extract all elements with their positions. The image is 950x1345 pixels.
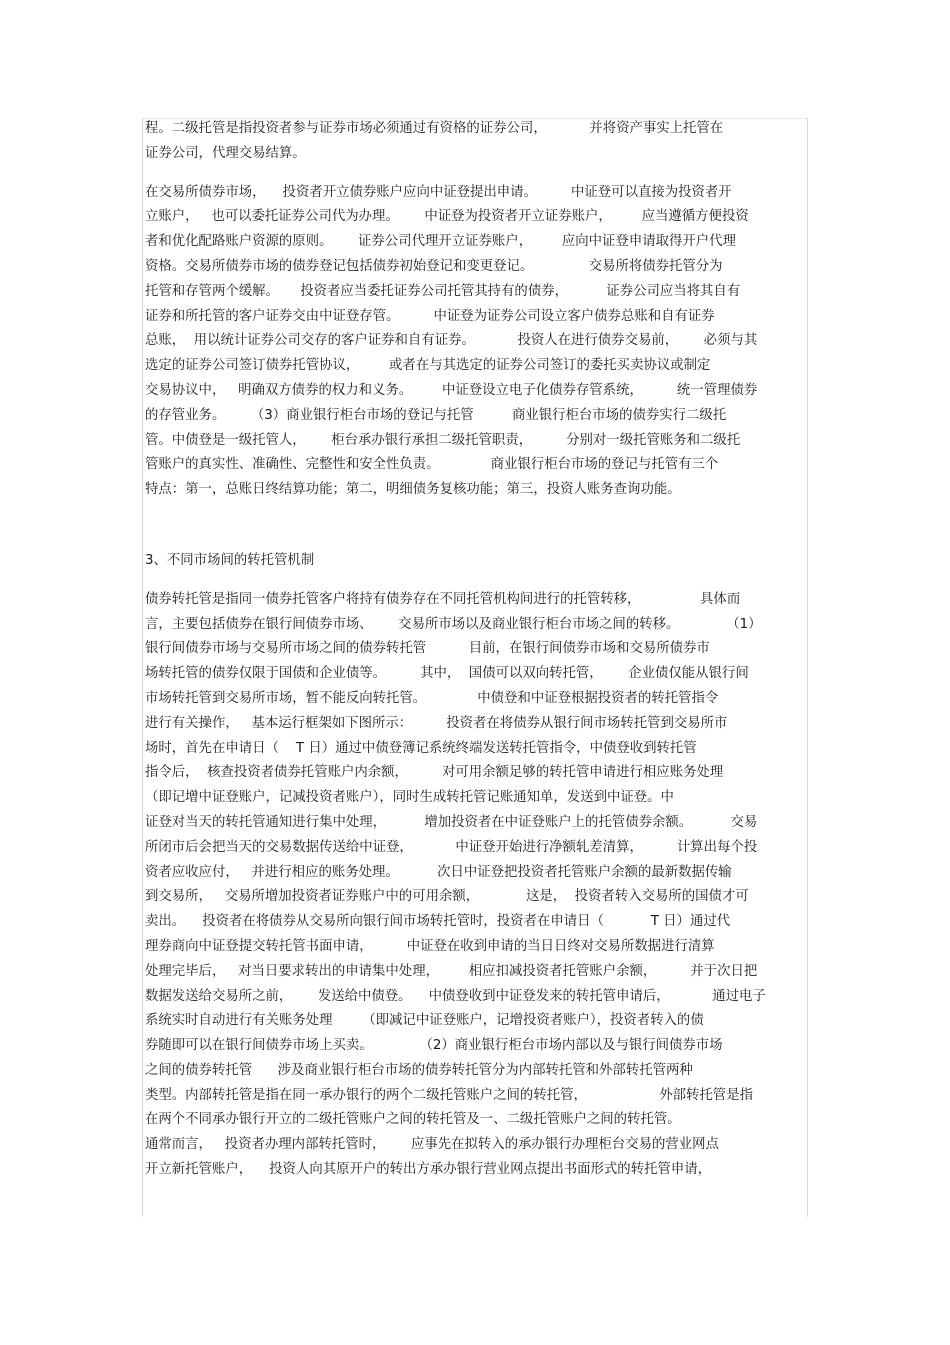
text-line: 特点：第一，总账日终结算功能；第二，明细债务复核功能；第三，投资人账务查询功能。: [145, 482, 681, 498]
section-heading: 3、不同市场间的转托管机制: [145, 552, 315, 568]
text-line: 卖出。 投资者在将债券从交易所向银行间市场转托管时，投资者在申请日（ T 日）通过代: [145, 914, 731, 930]
text-line: （即记增中证登账户，记减投资者账户），同时生成转托管记账通知单，发送到中证登。中: [145, 790, 674, 806]
text-line: 资格。交易所债券市场的债券登记包括债券初始登记和变更登记。 交易所将债券托管分为: [145, 258, 723, 274]
text-line: 言，主要包括债券在银行间债券市场、 交易所市场以及商业银行柜台市场之间的转移。 （1）: [145, 616, 762, 632]
text-line: 场转托管的债券仅限于国债和企业债等。 其中， 国债可以双向转托管， 企业债仅能从银行间: [145, 666, 749, 682]
text-line: 场时，首先在申请日（ T 日）通过中债登簿记系统终端发送转托管指令，中债登收到转托管: [145, 740, 697, 756]
text-line: 通常而言， 投资者办理内部转托管时， 应事先在拟转入的承办银行办理柜台交易的营业网点: [145, 1137, 719, 1153]
text-line: 管。中债登是一级托管人， 柜台承办银行承担二级托管职责， 分别对一级托管账务和二级托: [145, 432, 741, 448]
document-body: [145, 117, 805, 1183]
text-line: 债券转托管是指同一债券托管客户将持有债券存在不同托管机构间进行的托管转移， 具体而: [145, 591, 741, 607]
text-line: 理券商向中证登提交转托管书面申请， 中证登在收到申请的当日日终对交易所数据进行清算: [145, 938, 715, 954]
text-line: 资者应收应付， 并进行相应的账务处理。 次日中证登把投资者托管账户余额的最新数据传输: [145, 864, 732, 880]
text-line: 之间的债券转托管 涉及商业银行柜台市场的债券转托管分为内部转托管和外部转托管两种: [145, 1062, 693, 1078]
paragraph-2: [145, 181, 805, 503]
text-line: 市场转托管到交易所市场，暂不能反向转托管。 中债登和中证登根据投资者的转托管指令: [145, 690, 719, 706]
text-line: 进行有关操作， 基本运行框架如下图所示： 投资者在将债券从银行间市场转托管到交易所市: [145, 715, 728, 731]
text-line: 开立新托管账户， 投资人向其原开户的转出方承办银行营业网点提出书面形式的转托管申请，: [145, 1162, 712, 1178]
text-line: 交易协议中， 明确双方债券的权力和义务。 中证登设立电子化债券存管系统， 统一管理债券: [145, 382, 758, 398]
text-line: 类型。内部转托管是指在同一承办银行的两个二级托管账户之间的转托管， 外部转托管是指: [145, 1087, 753, 1103]
text-line: 数据发送给交易所之前， 发送给中债登。 中债登收到中证登发来的转托管申请后， 通过电子: [145, 988, 766, 1004]
text-line: 券随即可以在银行间债券市场上买卖。 （2）商业银行柜台市场内部以及与银行间债券市场: [145, 1038, 723, 1054]
text-line: 在两个不同承办银行开立的二级托管账户之间的转托管及一、二级托管账户之间的转托管。: [145, 1112, 681, 1128]
text-line: 者和优化配路账户资源的原则。 证券公司代理开立证券账户， 应向中证登申请取得开户代理: [145, 234, 736, 250]
text-line: 总账， 用以统计证券公司交存的客户证券和自有证券。 投资人在进行债券交易前， 必须与其: [145, 333, 758, 349]
text-line: 的存管业务。 （3）商业银行柜台市场的登记与托管 商业银行柜台市场的债券实行二级托: [145, 407, 727, 423]
text-line: 程。二级托管是指投资者参与证券市场必须通过有资格的证券公司， 并将资产事实上托管在: [145, 121, 724, 136]
text-line: 银行间债券市场与交易所市场之间的债券转托管 目前，在银行间债券市场和交易所债券市: [145, 641, 710, 657]
text-line: 立账户， 也可以委托证券公司代为办理。 中证登为投资者开立证券账户， 应当遵循方便投资: [145, 209, 749, 225]
text-line: 管账户的真实性、准确性、完整性和安全性负责。 商业银行柜台市场的登记与托管有三个: [145, 457, 719, 473]
text-line: 系统实时自动进行有关账务处理 （即减记中证登账户，记增投资者账户），投资者转入的债: [145, 1013, 704, 1029]
text-line: 处理完毕后， 对当日要求转出的申请集中处理， 相应扣减投资者托管账户余额， 并于次日把: [145, 963, 758, 979]
text-line: 选定的证券公司签订债券托管协议， 或者在与其选定的证券公司签订的委托买卖协议或制定: [145, 358, 711, 374]
text-line: 指令后， 核查投资者债券托管账户内余额， 对可用余额足够的转托管申请进行相应账务处理: [145, 765, 724, 781]
paragraph-1: [145, 117, 805, 167]
text-line: 托管和存管两个缓解。 投资者应当委托证券公司托管其持有的债券， 证券公司应当将其自有: [145, 283, 741, 299]
paragraph-3: [145, 588, 805, 1183]
text-line: 证券公司，代理交易结算。: [145, 145, 306, 161]
text-line: 到交易所， 交易所增加投资者证券账户中的可用余额， 这是， 投资者转入交易所的国债才可: [145, 889, 749, 905]
text-line: 在交易所债券市场， 投资者开立债券账户应向中证登提出申请。 中证登可以直接为投资者开: [145, 184, 732, 200]
text-line: 证券和所托管的客户证券交由中证登存管。 中证登为证券公司设立客户债券总账和自有证券: [145, 308, 715, 324]
text-line: 所闭市后会把当天的交易数据传送给中证登， 中证登开始进行净额轧差清算， 计算出每个投: [145, 839, 758, 855]
text-line: 证登对当天的转托管通知进行集中处理， 增加投资者在中证登账户上的托管债券余额。 交易: [145, 814, 758, 830]
